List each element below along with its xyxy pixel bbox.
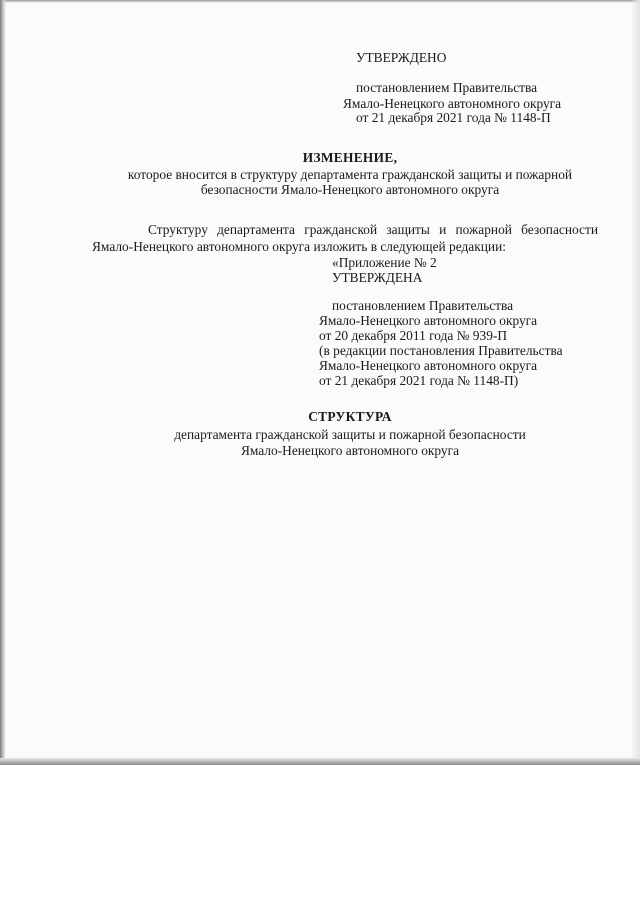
body-paragraph: Структуру департамента гражданской защиты и пожарной безопасности Ямало-Ненецкого автономного округа изложить в следующей редакции:: [92, 222, 598, 254]
scan-shadow-left: [0, 0, 6, 765]
approval-heading: УТВЕРЖДЕНО: [356, 50, 447, 65]
approval-line: от 21 декабря 2021 года № 1148-П: [356, 110, 551, 125]
structure-subtitle-line: Ямало-Ненецкого автономного округа: [240, 443, 460, 458]
scan-shadow-top: [0, 0, 640, 3]
structure-heading: СТРУКТУРА: [308, 409, 392, 424]
appendix-number: «Приложение № 2: [332, 255, 437, 270]
appendix-line: от 21 декабря 2021 года № 1148-П): [319, 373, 519, 388]
scan-shadow-bottom: [0, 758, 640, 765]
appendix-line: постановлением Правительства: [332, 298, 514, 313]
change-subtitle-line: безопасности Ямало-Ненецкого автономного округа: [200, 182, 500, 197]
approval-line: постановлением Правительства: [356, 80, 538, 95]
change-heading: ИЗМЕНЕНИЕ,: [302, 150, 398, 165]
appendix-line: (в редакции постановления Правительства: [319, 343, 563, 358]
appendix-approved-heading: УТВЕРЖДЕНА: [332, 270, 423, 285]
appendix-line: Ямало-Ненецкого автономного округа: [319, 313, 538, 328]
structure-subtitle-line: департамента гражданской защиты и пожарной безопасности: [174, 427, 526, 442]
appendix-line: от 20 декабря 2011 года № 939-П: [319, 328, 508, 343]
approval-line: Ямало-Ненецкого автономного округа: [343, 96, 562, 111]
appendix-line: Ямало-Ненецкого автономного округа: [319, 358, 538, 373]
change-subtitle-line: которое вносится в структуру департамента гражданской защиты и пожарной: [127, 167, 573, 182]
scan-shadow-right: [630, 0, 640, 765]
